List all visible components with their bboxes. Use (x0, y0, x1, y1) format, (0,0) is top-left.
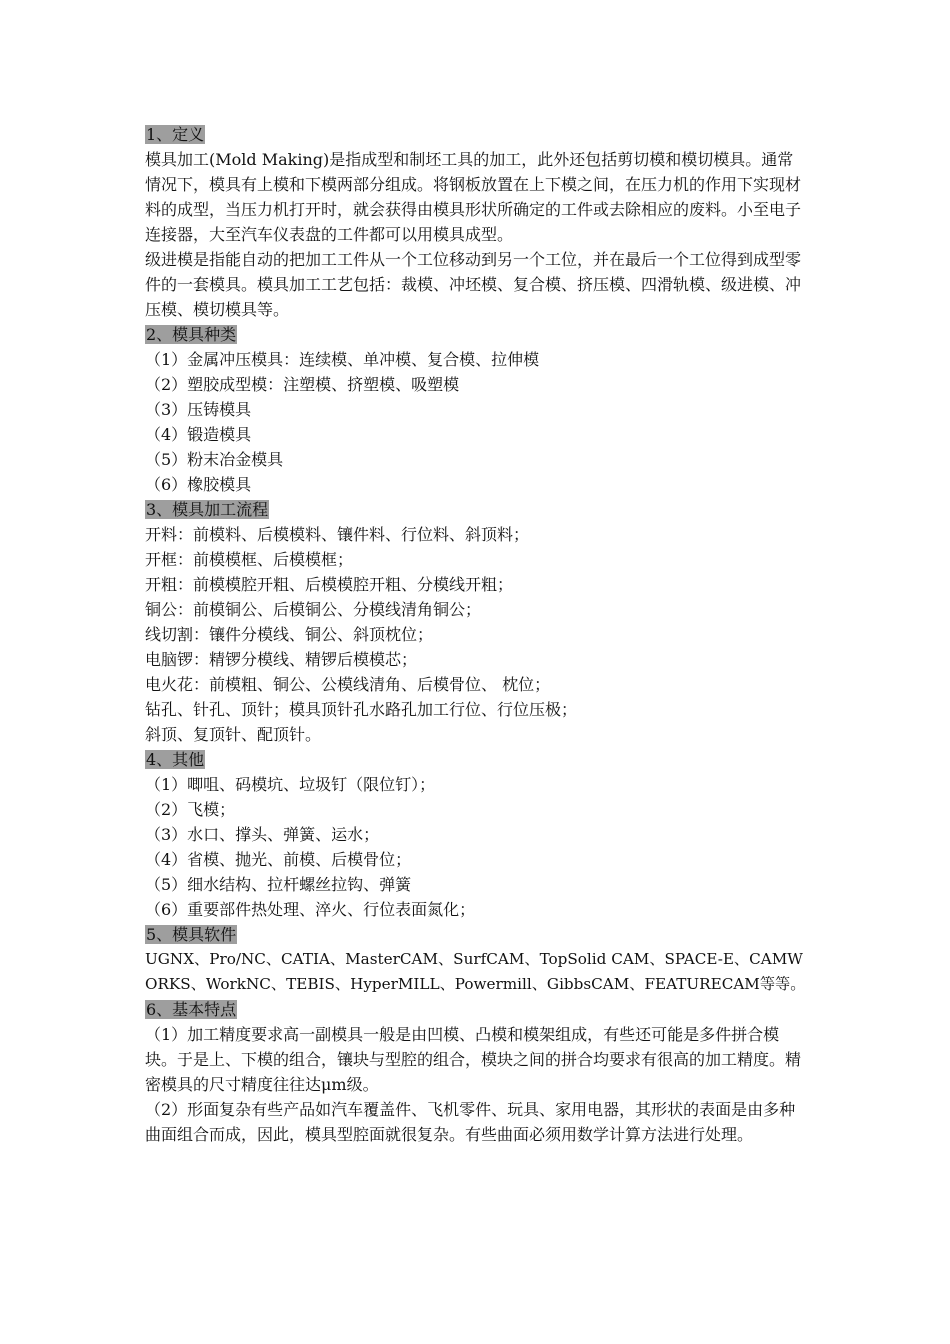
list-item: （1）唧咀、码模坑、垃圾钉（限位钉）； (145, 775, 436, 794)
list-item: （6）重要部件热处理、淬火、行位表面氮化； (145, 900, 476, 919)
section-heading-features: 6、基本特点 (146, 1000, 237, 1019)
list-item: 铜公：前模铜公、后模铜公、分模线清角铜公； (145, 600, 482, 619)
list-item: 开料：前模料、后模模料、镶件料、行位料、斜顶料； (145, 525, 530, 544)
list-item: 电火花：前模粗、铜公、公模线清角、后模骨位、 枕位； (145, 675, 551, 694)
list-item: （4）锻造模具 (145, 425, 252, 444)
list-item: （4）省模、抛光、前模、后模骨位； (145, 850, 412, 869)
document-page (145, 122, 807, 1147)
software-list: UGNX、Pro/NC、CATIA、MasterCAM、SurfCAM、TopSolid CAM、SPACE-E、CAMWORKS、WorkNC、TEBIS、HyperMILL、Powermill、GibbsCAM、FEATURECAM等等。 (145, 950, 806, 993)
section-heading-definition: 1、定义 (146, 125, 205, 144)
section-heading-mold-types: 2、模具种类 (146, 325, 237, 344)
list-item: （5）细水结构、拉杆螺丝拉钩、弹簧 (145, 875, 412, 894)
list-item: （2）飞模； (145, 800, 236, 819)
paragraph: 级进模是指能自动的把加工工件从一个工位移动到另一个工位，并在最后一个工位得到成型零件的一套模具。模具加工工艺包括：裁模、冲坯模、复合模、挤压模、四滑轨模、级进模、冲压模、模切模具等。 (145, 250, 802, 319)
paragraph: （2）形面复杂有些产品如汽车覆盖件、飞机零件、玩具、家用电器，其形状的表面是由多种曲面组合而成，因此，模具型腔面就很复杂。有些曲面必须用数学计算方法进行处理。 (145, 1100, 796, 1144)
list-item: 线切割：镶件分模线、铜公、斜顶枕位； (145, 625, 434, 644)
list-item: （6）橡胶模具 (145, 475, 252, 494)
section-heading-other: 4、其他 (146, 750, 205, 769)
paragraph: 模具加工(Mold Making)是指成型和制坯工具的加工，此外还包括剪切模和模切模具。通常情况下，模具有上模和下模两部分组成。将钢板放置在上下模之间，在压力机的作用下实现材料的成型，当压力机打开时，就会获得由模具形状所确定的工件或去除相应的废料。小至电子连接器，大至汽车仪表盘的工件都可以用模具成型。 (145, 150, 802, 244)
section-heading-process: 3、模具加工流程 (146, 500, 269, 519)
list-item: 钻孔、针孔、顶针；模具顶针孔水路孔加工行位、行位压极； (145, 700, 578, 719)
paragraph: （1）加工精度要求高一副模具一般是由凹模、凸模和模架组成，有些还可能是多件拼合模块。于是上、下模的组合，镶块与型腔的组合，模块之间的拼合均要求有很高的加工精度。精密模具的尺寸精度往往达μm级。 (145, 1025, 802, 1094)
list-item: （3）压铸模具 (145, 400, 252, 419)
list-item: （3）水口、撑头、弹簧、运水； (145, 825, 380, 844)
list-item: 斜顶、复顶针、配顶针。 (145, 725, 322, 744)
list-item: （2）塑胶成型模：注塑模、挤塑模、吸塑模 (145, 375, 460, 394)
section-heading-software: 5、模具软件 (146, 925, 237, 944)
list-item: （5）粉末冶金模具 (145, 450, 284, 469)
list-item: 开框：前模模框、后模模框； (145, 550, 354, 569)
list-item: （1）金属冲压模具：连续模、单冲模、复合模、拉伸模 (145, 350, 540, 369)
list-item: 开粗：前模模腔开粗、后模模腔开粗、分模线开粗； (145, 575, 514, 594)
list-item: 电脑锣：精锣分模线、精锣后模模芯； (145, 650, 418, 669)
